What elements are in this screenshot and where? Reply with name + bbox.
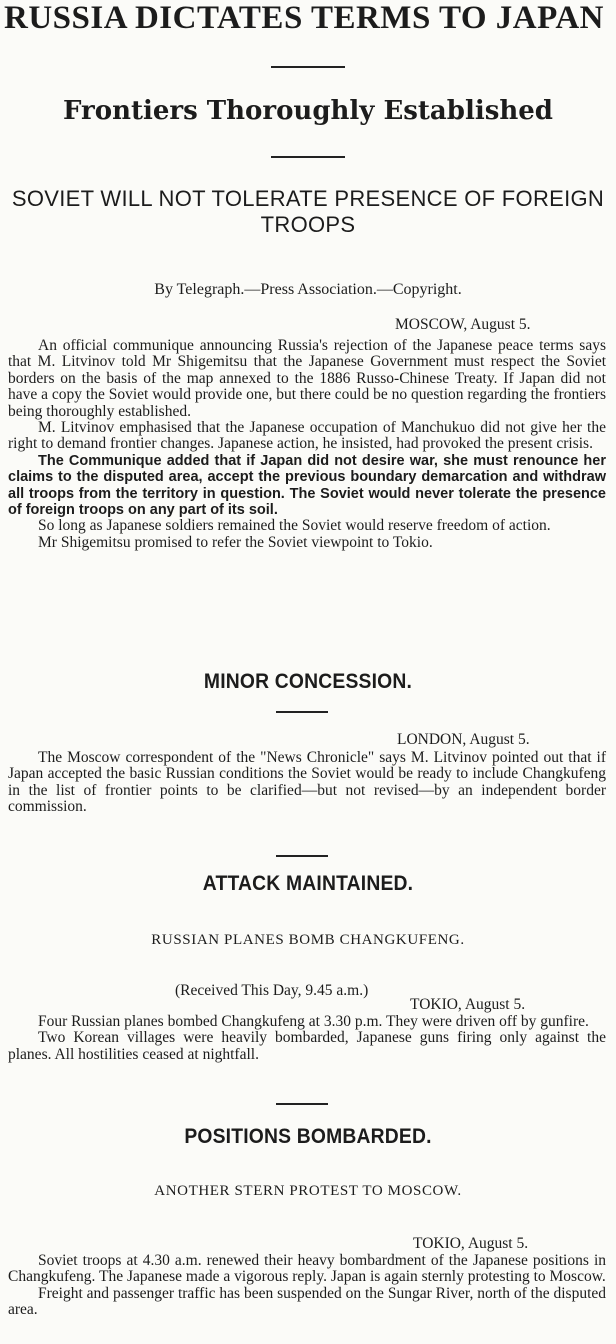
paragraph: Two Korean villages were heavily bombarded, Japanese guns firing only against the planes. All hostilities ceased at nightfall. <box>8 1029 606 1063</box>
paragraph: The Moscow correspondent of the "News Chronicle" says M. Litvinov pointed out that if Japan accepted the basic Russian conditions the Soviet would be ready to include Changkufeng in the list of frontier points to be clarified—but not revised—by an independent border commission. <box>8 749 606 816</box>
divider-rule <box>276 711 328 713</box>
article-body-3 <box>8 1014 606 1063</box>
divider-rule <box>276 1103 328 1105</box>
article-body-4 <box>8 1253 606 1319</box>
paragraph: Freight and passenger traffic has been suspended on the Sungar River, north of the disputed area. <box>8 1284 606 1319</box>
paragraph: M. Litvinov emphasised that the Japanese occupation of Manchukuo did not give her the right to demand frontier changes. Japanese action, he insisted, had provoked the present crisis. <box>8 419 606 453</box>
section-heading-minor-concession: MINOR CONCESSION. <box>203 670 413 693</box>
paragraph: Mr Shigemitsu promised to refer the Soviet viewpoint to Tokio. <box>38 533 433 551</box>
paragraph: An official communique announcing Russia's rejection of the Japanese peace terms says that M. Litvinov told Mr Shigemitsu that the Japanese Government must respect the Soviet borders on the basis of the map annexed to the 1886 Russo-Chinese Treaty. If Japan did not have a copy the Soviet would provide one, but there could be no question regarding the frontiers being thoroughly established. <box>8 337 606 420</box>
dateline-tokio-2: TOKIO, August 5. <box>413 1235 529 1252</box>
divider-rule <box>271 66 345 68</box>
section-subheading: RUSSIAN PLANES BOMB CHANGKUFENG. <box>151 932 465 948</box>
divider-rule <box>276 855 328 857</box>
dateline-london: LONDON, August 5. <box>397 731 530 748</box>
divider-rule <box>271 156 345 158</box>
section-heading-attack-maintained: ATTACK MAINTAINED. <box>202 872 414 895</box>
masthead: RUSSIA DICTATES TERMS TO JAPAN <box>4 0 604 36</box>
paragraph: Soviet troops at 4.30 a.m. renewed their heavy bombardment of the Japanese positions in Changkufeng. The Japanese made a vigorous reply. Japan is again sternly protesting to Moscow. <box>8 1252 606 1286</box>
received-time: (Received This Day, 9.45 a.m.) <box>175 982 369 999</box>
headline: Frontiers Thoroughly Established <box>63 96 553 126</box>
paragraph: The Communique added that if Japan did not desire war, she must renounce her claims to the disputed area, accept the previous boundary demarcation and withdraw all troops from the territory in question. The Soviet would never tolerate the presence of foreign troops on any part of its soil. <box>8 452 606 519</box>
subheadline: SOVIET WILL NOT TOLERATE PRESENCE OF FOREIGN TROOPS <box>11 186 605 237</box>
byline: By Telegraph.—Press Association.—Copyright. <box>154 281 462 298</box>
article-body-1 <box>8 338 606 551</box>
article-body-2 <box>8 750 606 816</box>
paragraph: Four Russian planes bombed Changkufeng at 3.30 p.m. They were driven off by gunfire. <box>38 1013 589 1030</box>
paragraph: So long as Japanese soldiers remained the Soviet would reserve freedom of action. <box>38 517 551 535</box>
dateline-moscow: MOSCOW, August 5. <box>395 316 531 333</box>
section-heading-positions-bombarded: POSITIONS BOMBARDED. <box>184 1125 432 1148</box>
section-subheading: ANOTHER STERN PROTEST TO MOSCOW. <box>154 1183 462 1199</box>
dateline-tokio: TOKIO, August 5. <box>410 996 526 1013</box>
